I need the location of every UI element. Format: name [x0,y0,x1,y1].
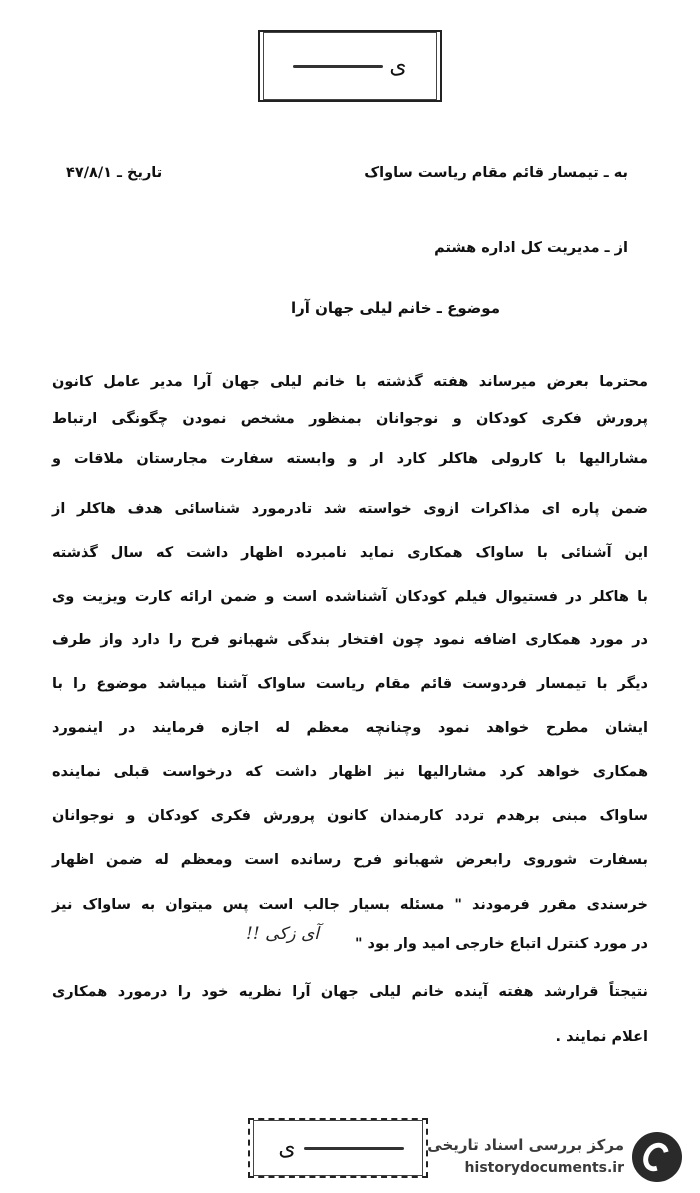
body-line: نتیجتاً قرارشد هفته آینده خانم لیلی جهان آرا نظریه خود را درمورد همکاری [52,984,648,1000]
body-line: با هاکلر در فستیوال فیلم کودکان آشناشده است و ضمن ارائه کارت ویزیت وی [52,589,648,605]
stamp-scrawl [304,1147,404,1150]
stamp-glyph: ی [278,1135,296,1161]
header-recipient: به ـ تیمسار قائم مقام ریاست ساواک [364,165,628,181]
body-line: محترما بعرض میرساند هفته گذشته با خانم لیلی جهان آرا مدیر عامل کانون [52,374,648,390]
body-line: دیگر با تیمسار فردوست قائم مقام ریاست ساواک آشنا میباشد موضوع را با [52,676,648,692]
stamp-glyph: ی [389,53,407,79]
body-line: پرورش فکری کودکان و نوجوانان بمنظور مشخص نمودن چگونگی ارتباط [52,411,648,427]
stamp-scrawl [293,65,383,68]
body-line: ایشان مطرح خواهد نمود وچنانچه معظم له اجازه فرمایند در اینمورد [52,720,648,736]
body-line: خرسندی مقرر فرمودند " مسئله بسیار جالب است پس میتوان به ساواک نیز [52,897,648,913]
watermark-title: مرکز بررسی اسناد تاریخی [427,1136,624,1154]
classification-stamp-bottom [248,1118,428,1178]
body-line: مشارالیها با کارولی هاکلر کارد ار و وابسته سفارت مجارستان ملاقات و [52,451,648,467]
body-line: همکاری خواهد کرد مشارالیها نیز اظهار داشت که درخواست قبلی نماینده [52,764,648,780]
subject-line: موضوع ـ خانم لیلی جهان آرا [290,299,500,317]
handwritten-note: آی زکی !! [246,924,319,944]
body-line: ضمن پاره ای مذاکرات ازوی خواسته شد تادرمورد شناسائی هدف هاکلر از [52,501,648,517]
classification-stamp-top [258,30,442,102]
body-line: بسفارت شوروی رابعرض شهبانو فرح رسانده است ومعظم له ضمن اظهار [52,852,648,868]
body-line: در مورد همکاری اضافه نمود چون افتخار بندگی شهبانو فرح را دارد واز طرف [52,632,648,648]
body-line: ساواک مبنی برهدم تردد کارمندان کانون پرورش فکری کودکان و نوجوانان [52,808,648,824]
stamp-inner-frame [263,32,437,100]
header-sender: از ـ مدیریت کل اداره هشتم [434,240,628,256]
stamp-inner-frame [253,1120,423,1176]
header-date: تاریخ ـ ۴۷/۸/۱ [66,165,163,181]
archive-logo-icon [632,1132,682,1182]
body-line: در مورد کنترل اتباع خارجی امید وار بود " [354,936,648,952]
watermark-url: historydocuments.ir [464,1160,624,1176]
body-line: این آشنائی با ساواک همکاری نماید نامبرده اظهار داشت که سال گذشته [52,545,648,561]
body-line: اعلام نمایند . [555,1029,648,1045]
